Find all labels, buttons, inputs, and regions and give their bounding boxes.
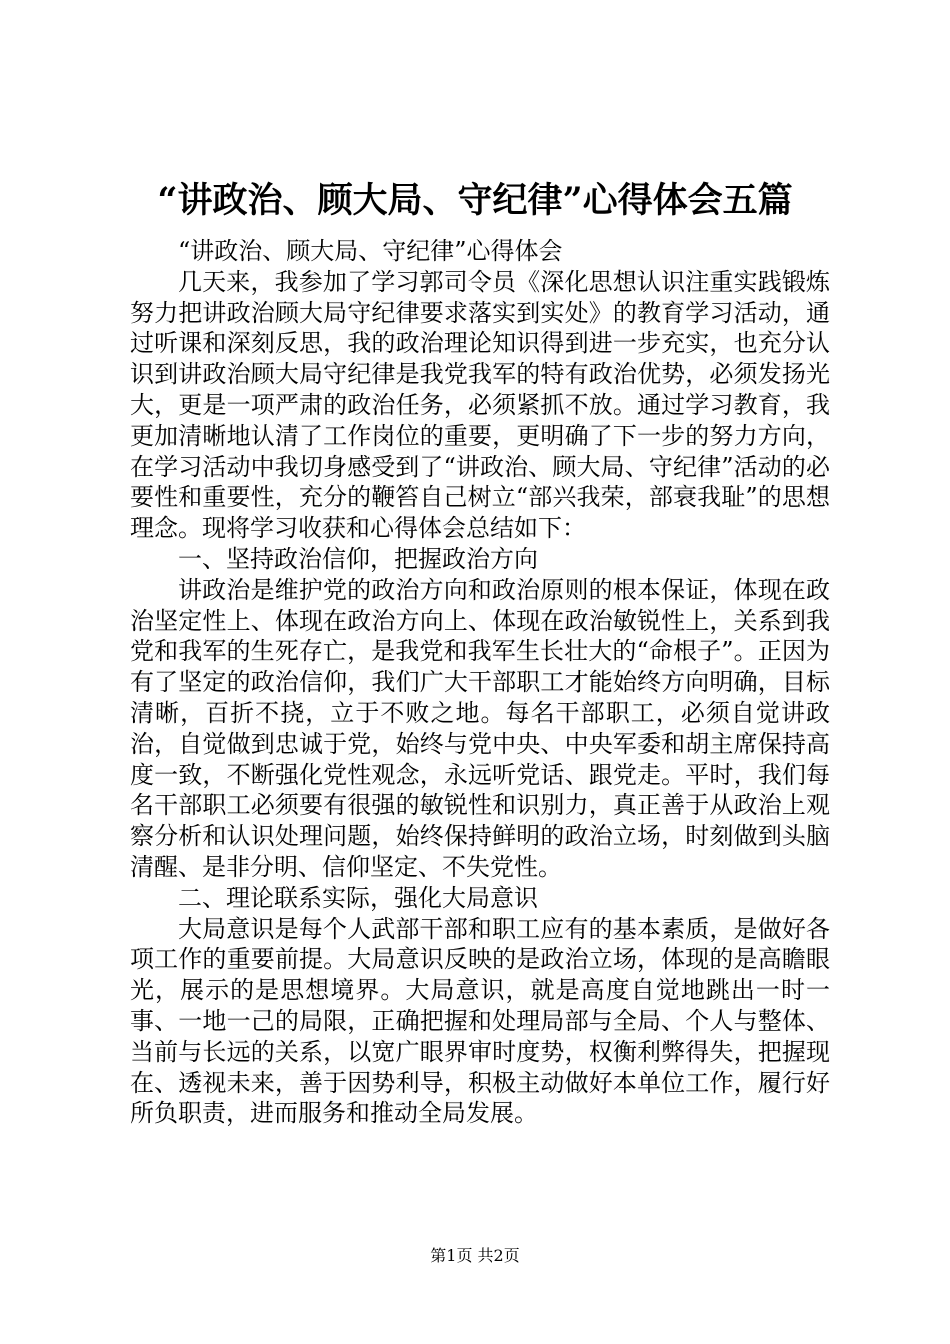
- document-body: [130, 236, 830, 1129]
- section-2-paragraph: 大局意识是每个人武部干部和职工应有的基本素质，是做好各项工作的重要前提。大局意识反映的是政治立场，体现的是高瞻眼光，展示的是思想境界。大局意识，就是高度自觉地跳出一时一事、一地一己的局限，正确把握和处理局部与全局、个人与整体、当前与长远的关系，以宽广眼界审时度势，权衡利弊得失，把握现在、透视未来，善于因势利导，积极主动做好本单位工作，履行好所负职责，进而服务和推动全局发展。: [130, 914, 830, 1128]
- section-heading-2: 二、理论联系实际，强化大局意识: [178, 883, 538, 912]
- subtitle-paragraph: “讲政治、顾大局、守纪律”心得体会: [178, 237, 563, 265]
- section-1-paragraph: 讲政治是维护党的政治方向和政治原则的根本保证，体现在政治坚定性上、体现在政治方向上、体现在政治敏锐性上，关系到我党和我军的生死存亡，是我党和我军生长壮大的“命根子”。正因为有了坚定的政治信仰，我们广大干部职工才能始终方向明确，目标清晰，百折不挠，立于不败之地。每名干部职工，必须自觉讲政治，自觉做到忠诚于党，始终与党中央、中央军委和胡主席保持高度一致，不断强化党性观念，永远听党话、跟党走。平时，我们每名干部职工必须要有很强的敏锐性和识别力，真正善于从政治上观察分析和认识处理问题，始终保持鲜明的政治立场，时刻做到头脑清醒、是非分明、信仰坚定、不失党性。: [130, 575, 830, 881]
- page-number-footer: 第1页 共2页: [430, 1246, 520, 1265]
- document-title: “讲政治、顾大局、守纪律”心得体会五篇: [157, 180, 793, 221]
- intro-paragraph: 几天来，我参加了学习郭司令员《深化思想认识注重实践锻炼努力把讲政治顾大局守纪律要求落实到实处》的教育学习活动，通过听课和深刻反思，我的政治理论知识得到进一步充实，也充分认识到讲政治顾大局守纪律是我党我军的特有政治优势，必须发扬光大，更是一项严肃的政治任务，必须紧抓不放。通过学习教育，我更加清晰地认清了工作岗位的重要，更明确了下一步的努力方向，在学习活动中我切身感受到了“讲政治、顾大局、守纪律”活动的必要性和重要性，充分的鞭笞自己树立“部兴我荣，部衰我耻”的思想理念。现将学习收获和心得体会总结如下：: [130, 267, 830, 543]
- section-heading-1: 一、坚持政治信仰，把握政治方向: [178, 544, 538, 573]
